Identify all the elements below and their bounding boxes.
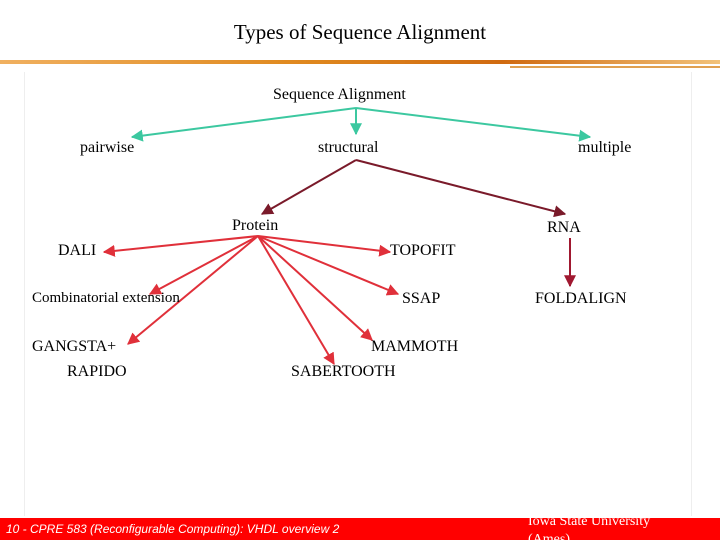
node-topofit: TOPOFIT bbox=[390, 243, 456, 259]
node-pairwise: pairwise bbox=[80, 140, 134, 156]
node-dali: DALI bbox=[58, 243, 96, 259]
node-mammoth: MAMMOTH bbox=[371, 339, 458, 355]
edge-protein-mammoth bbox=[258, 236, 372, 340]
node-structural: structural bbox=[318, 140, 378, 156]
footer-org-line1: Iowa State University bbox=[528, 513, 650, 531]
footer-organization bbox=[528, 513, 650, 548]
footer-org-line2: (Ames) bbox=[528, 531, 650, 548]
node-gangsta: GANGSTA+ bbox=[32, 339, 116, 355]
node-rapido: RAPIDO bbox=[67, 364, 127, 380]
node-protein: Protein bbox=[232, 218, 278, 234]
node-ssap: SSAP bbox=[402, 291, 440, 307]
node-rna: RNA bbox=[547, 220, 581, 236]
edge-protein-sabertooth bbox=[258, 236, 334, 364]
node-combinatorial-extension: Combinatorial extension bbox=[32, 291, 180, 306]
edge-structural-rna bbox=[356, 160, 565, 214]
node-foldalign: FOLDALIGN bbox=[535, 291, 627, 307]
edge-structural-protein bbox=[262, 160, 356, 214]
edge-root-pairwise bbox=[132, 108, 356, 137]
edge-root-multiple bbox=[356, 108, 590, 137]
footer-course-text: 10 - CPRE 583 (Reconfigurable Computing): VHDL overview 2 bbox=[6, 522, 339, 536]
node-multiple: multiple bbox=[578, 140, 631, 156]
node-sabertooth: SABERTOOTH bbox=[291, 364, 396, 380]
slide-title: Types of Sequence Alignment bbox=[0, 20, 720, 45]
node-sequence-alignment: Sequence Alignment bbox=[273, 87, 406, 103]
edge-protein-dali bbox=[104, 236, 258, 252]
